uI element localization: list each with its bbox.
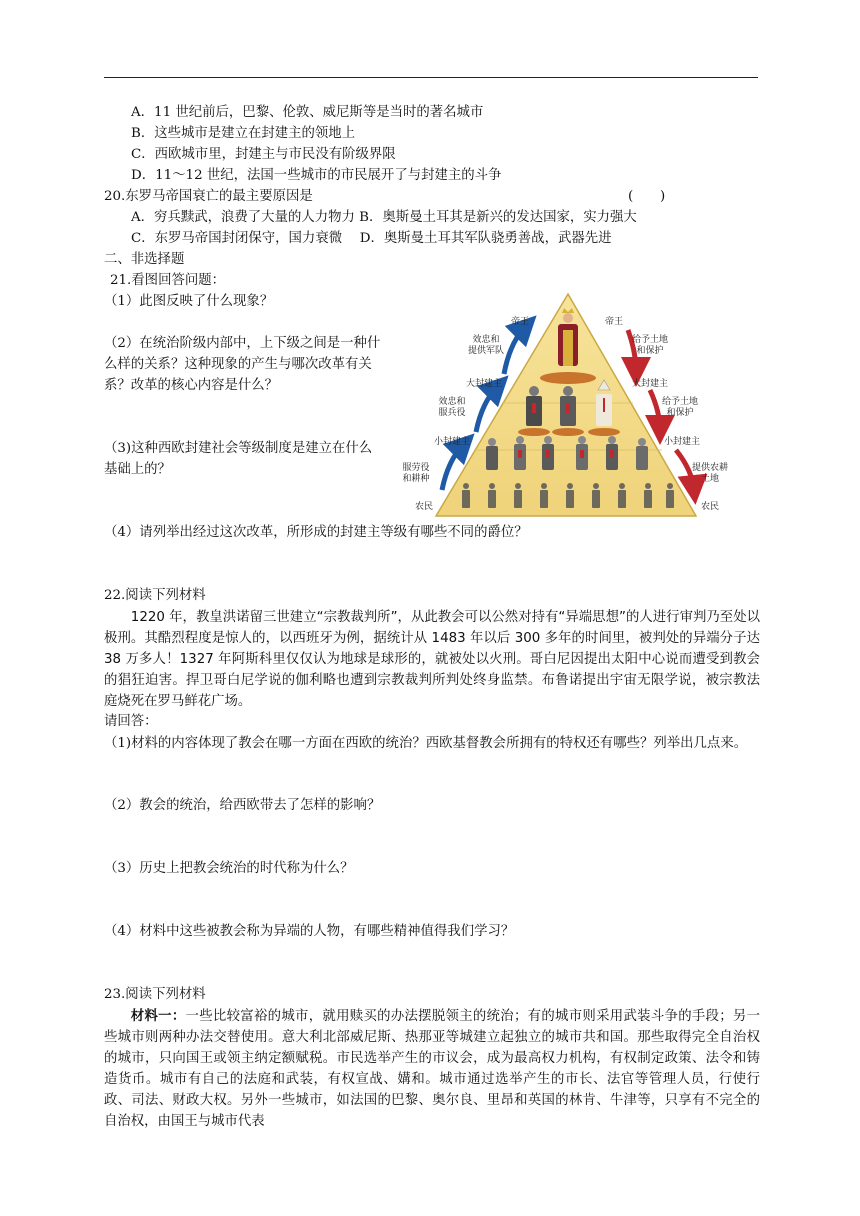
caption-down2-line2: 和保护 [666,408,694,418]
q19-option-b: B．这些城市是建立在封建主的领地上 [131,126,356,141]
label-lesser-lord-left: 小封建主 [433,437,471,447]
label-king-left: 帝王 [510,317,530,327]
q23-stem: 23.阅读下列材料 [104,987,206,1002]
label-king-right: 帝王 [604,317,624,327]
q19-option-a: A．11 世纪前后，巴黎、伦敦、威尼斯等是当时的著名城市 [131,105,484,120]
label-great-lord-right: 大封建主 [631,379,669,389]
q21-stem: 21.看图回答问题： [110,273,226,288]
label-lesser-lord-right: 小封建主 [663,437,701,447]
q20-stem: 20.东罗马帝国衰亡的最主要原因是 [104,189,313,204]
q23-material-label: 材料一： [130,1008,186,1024]
q23-material [104,1006,760,1132]
q22-sub4: （4）材料中这些被教会称为异端的人物，有哪些精神值得我们学习？ [104,924,515,939]
caption-up3-line1: 服劳役 [402,463,430,473]
q22-material: 1220 年，教皇洪诺留三世建立“宗教裁判所”，从此教会可以公然对持有“异端思想”的人进行审判乃至处以极刑。其酷烈程度是惊人的，以西班牙为例，据统计从 1483 年以后 300 多年的时间里，被判处的异端分子达 38 万多人！1327 年阿斯科里仅仅认为地球是球形的，就被处以火刑。哥白尼因提出太阳中心说而遭受到教会的猖狂迫害。捍卫哥白尼学说的伽利略也遭到宗教裁判所判处终身监禁。布鲁诺提出宇宙无限学说，被宗教法庭烧死在罗马鲜花广场。 [104,610,760,709]
q20-options-ab: A．穷兵黩武，浪费了大量的人力物力 B．奥斯曼土耳其是新兴的发达国家，实力强大 [131,210,637,225]
q22-sub3: （3）历史上把教会统治的时代称为什么？ [104,861,354,876]
caption-down1-line2: 和保护 [636,346,664,356]
feudal-hierarchy-diagram [392,290,728,522]
q21-sub2-line2: 么样的关系？这种现象的产生与哪次改革有关 [104,357,372,372]
q21-sub2-line1: （2）在统治阶级内部中，上下级之间是一种什 [104,336,381,351]
q22-sub2: （2）教会的统治，给西欧带去了怎样的影响？ [104,798,381,813]
caption-up1-line2: 提供军队 [467,346,505,356]
header-rule [104,77,758,78]
q21-sub4: （4）请列举出经过这次改革，所形成的封建主等级有哪些不同的爵位？ [104,525,528,540]
q22-stem: 22.阅读下列材料 [104,588,206,603]
q22-sub1: （1)材料的内容体现了教会在哪一方面在西欧的统治？西欧基督教会所拥有的特权还有哪些？列举出几点来。 [104,736,748,751]
label-great-lord-left: 大封建主 [465,379,503,389]
caption-down3-line2: 土地 [700,474,720,484]
q23-material-text: 一些比较富裕的城市，就用赎买的办法摆脱领主的统治；有的城市则采用武装斗争的手段；另一些城市则两种办法交替使用。意大利北部威尼斯、热那亚等城建立起独立的城市共和国。那些取得完全自治权的城市，只向国王或领主纳定额赋税。市民选举产生的市议会，成为最高权力机构，有权制定政策、法令和铸造货币。城市有自己的法庭和武装，有权宣战、媾和。城市通过选举产生的市长、法官等管理人员，行使行政、司法、财政大权。另外一些城市，如法国的巴黎、奥尔良、里昂和英国的林肯、牛津等，只享有不完全的自治权，由国王与城市代表 [104,1009,761,1129]
label-peasant-left: 农民 [414,502,434,512]
caption-down3-line1: 提供农耕 [691,463,728,473]
caption-up3-line2: 和耕种 [402,474,430,484]
q21-sub3-line1: （3)这种西欧封建社会等级制度是建立在什么 [104,441,373,456]
q19-option-c: C．西欧城市里，封建主与市民没有阶级界限 [131,147,396,162]
q21-sub1: （1）此图反映了什么现象？ [104,294,274,309]
caption-up1-line1: 效忠和 [472,335,500,345]
q20-options-cd: C．东罗马帝国封闭保守，国力衰微 D．奥斯曼土耳其军队骁勇善战，武器先进 [131,231,612,246]
arrow-down-lesser-lord [650,390,660,430]
q21-sub2-line3: 系？改革的核心内容是什么？ [104,378,279,393]
q21-sub3-line2: 基础上的？ [104,462,171,477]
q22-prompt: 请回答： [104,714,158,729]
q19-option-d: D．11～12 世纪，法国一些城市的市民展开了与封建主的斗争 [131,168,502,183]
q20-answer-paren: ( ) [628,189,666,204]
arrow-up-king [504,326,526,374]
caption-down2-line1: 给予土地 [661,397,699,407]
caption-down1-line1: 给予土地 [631,335,669,345]
caption-up2-line2: 服兵役 [438,408,466,418]
caption-up2-line1: 效忠和 [438,397,466,407]
label-peasant-right: 农民 [700,502,720,512]
section-heading: 二、非选择题 [104,252,185,267]
